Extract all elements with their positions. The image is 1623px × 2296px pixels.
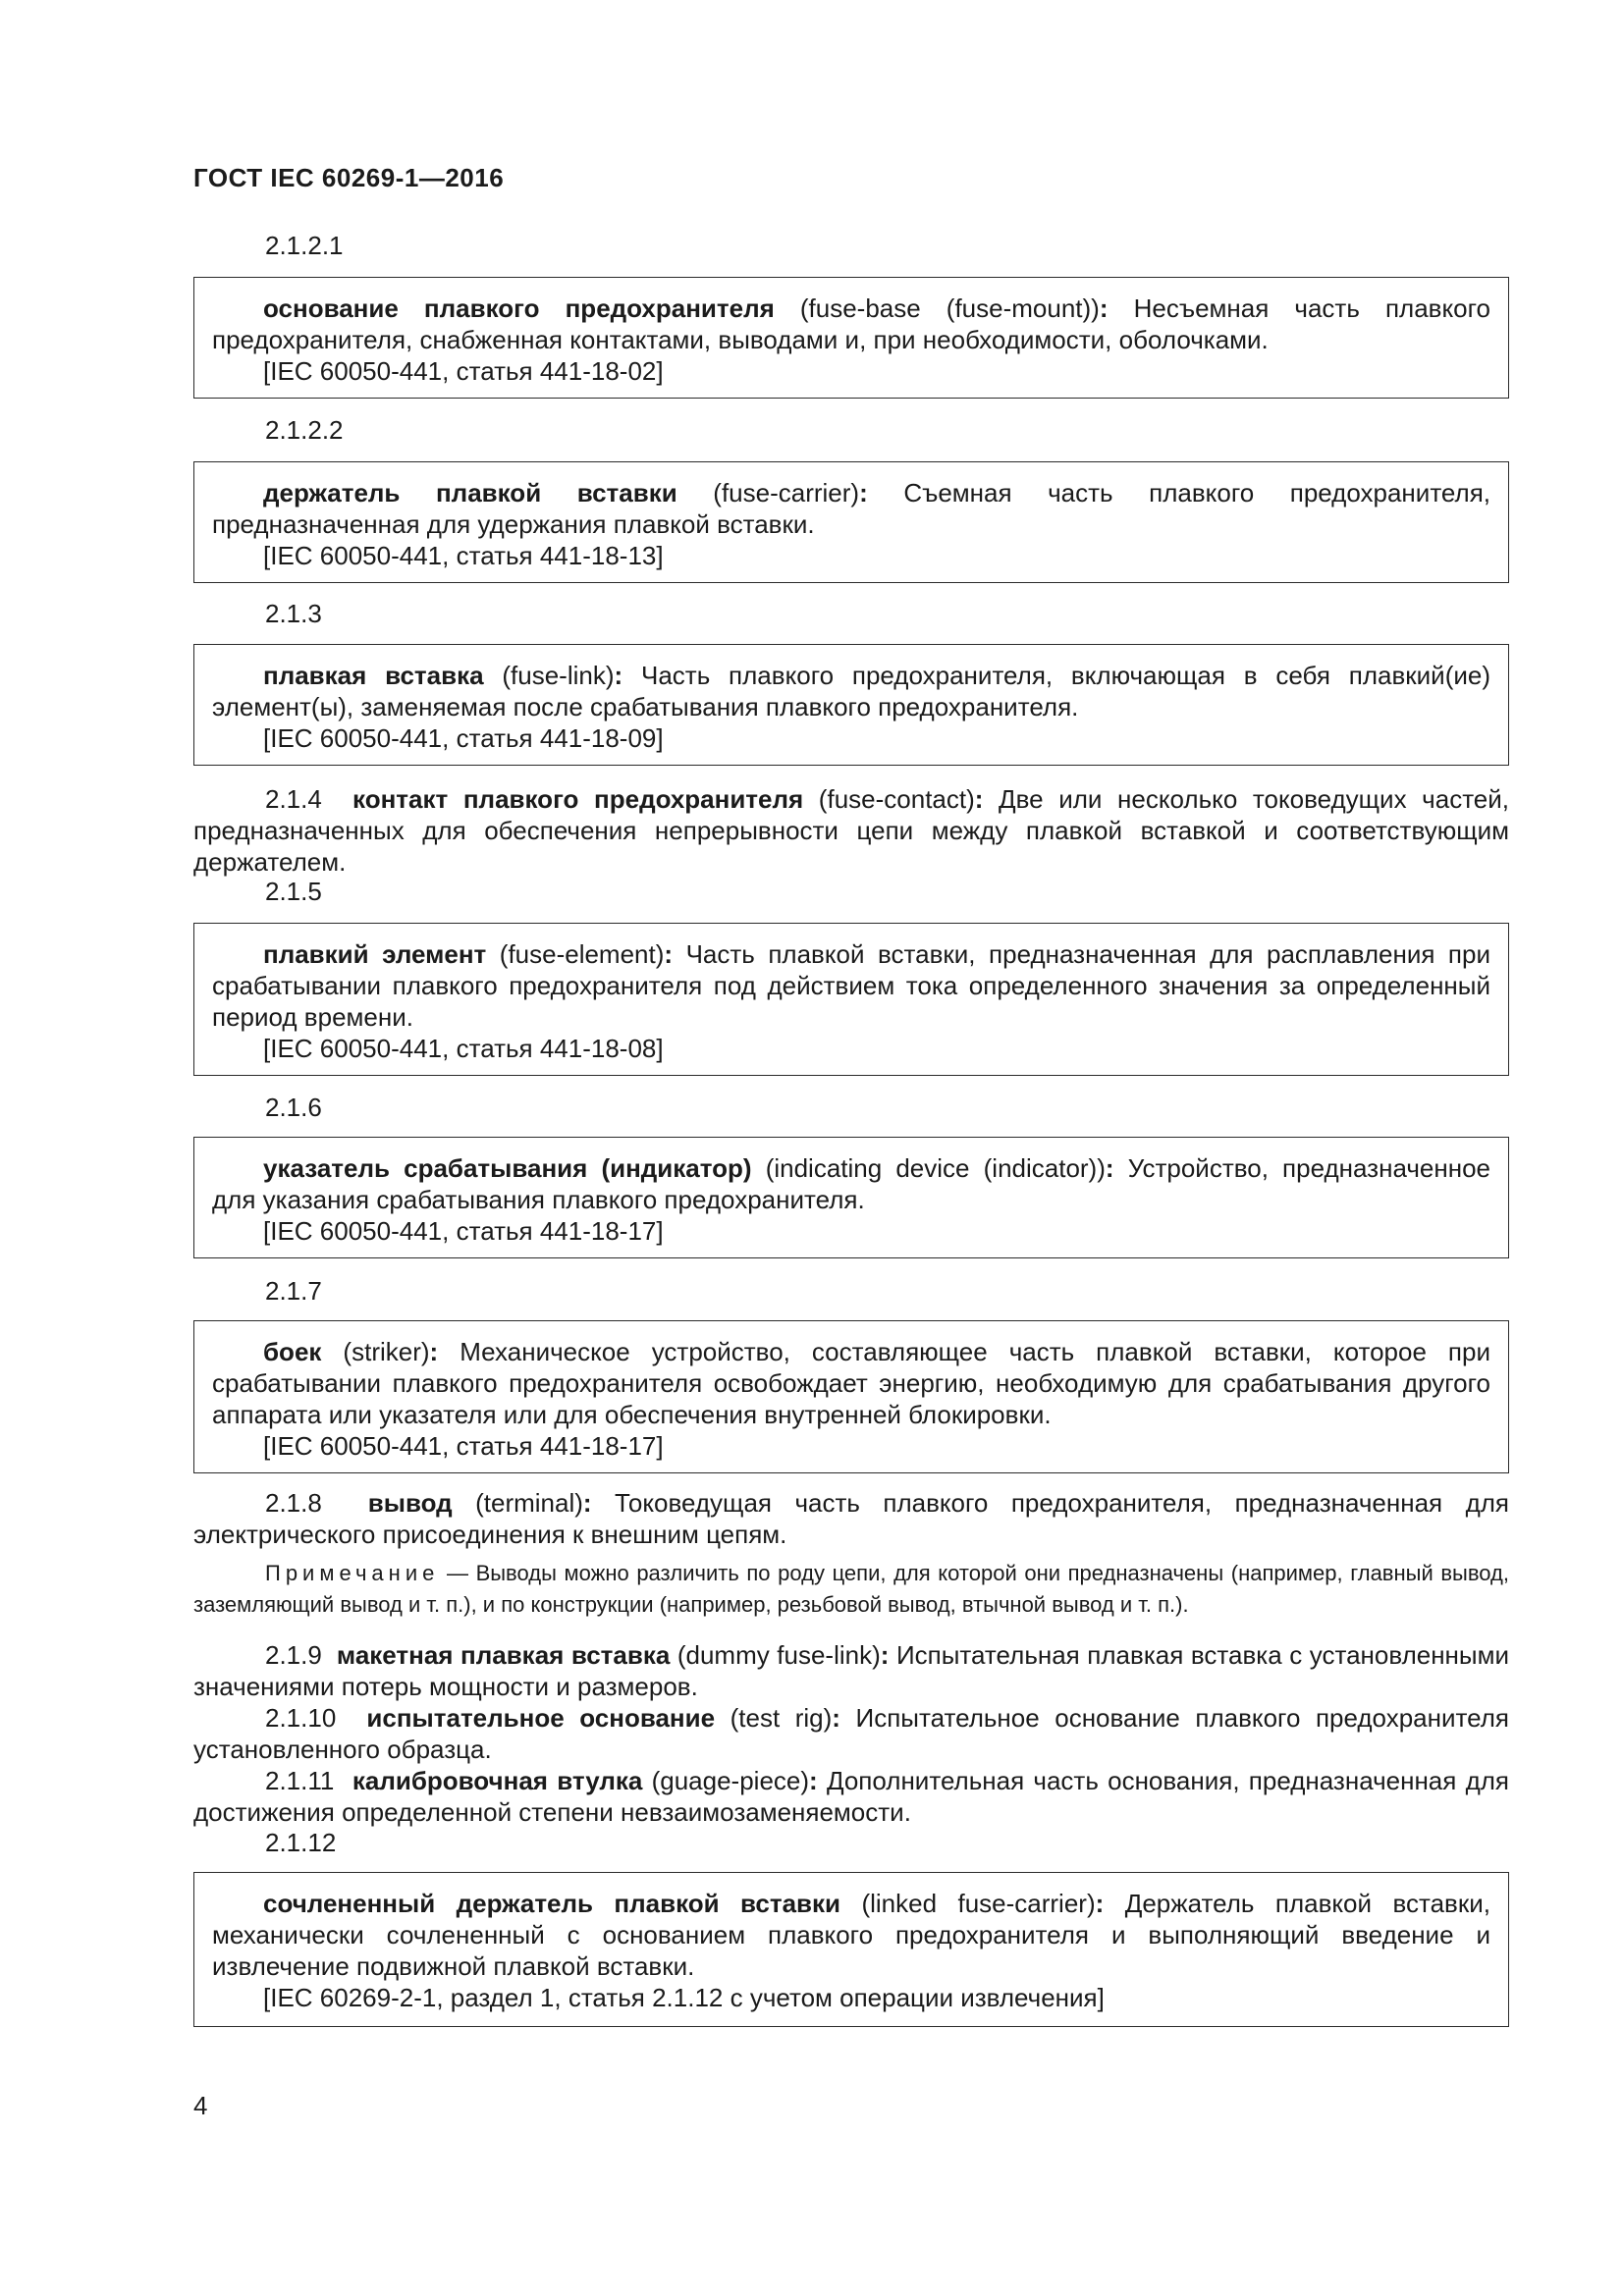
definition: Испытательное основание плавкого предохранителя установленного образца. xyxy=(193,1703,1509,1764)
term: боек xyxy=(263,1337,322,1366)
term-english: (test rig) xyxy=(715,1703,833,1733)
term: основание плавкого предохранителя xyxy=(263,294,775,323)
definition-text: указатель срабатывания (индикатор) (indicating device (indicator)): Устройство, предназначенное для указания срабатывания плавкого предохранителя. xyxy=(212,1153,1490,1214)
reference: [IEC 60050-441, статья 441-18-13] xyxy=(263,541,664,570)
definition: Часть плавкого предохранителя, включающая в себя плавкий(ие) элемент(ы), заменяемая после срабатывания плавкого предохранителя. xyxy=(212,661,1490,721)
reference: [IEC 60050-441, статья 441-18-17] xyxy=(263,1216,664,1246)
definition: Часть плавкой вставки, предназначенная для расплавления при срабатывании плавкого предохранителя под действием тока определенного значения за определенный период времени. xyxy=(212,939,1490,1032)
definition: Устройство, предназначенное для указания срабатывания плавкого предохранителя. xyxy=(212,1153,1490,1214)
definition-box xyxy=(193,1872,1509,2027)
definition-paragraph: 2.1.4 контакт плавкого предохранителя (fuse-contact): Две или несколько токоведущих частей, предназначенных для обеспечения непрерывности цепи между плавкой вставкой и соответствующим держателем. xyxy=(193,784,1510,877)
definition-text: плавкий элемент (fuse-element): Часть плавкой вставки, предназначенная для расплавления при срабатывании плавкого предохранителя под действием тока определенного значения за определенный период времени. xyxy=(212,939,1490,1032)
definition-box xyxy=(193,923,1509,1076)
term: сочлененный держатель плавкой вставки xyxy=(263,1889,841,1918)
definition-box xyxy=(193,461,1509,583)
term-english: (fuse-carrier) xyxy=(676,478,860,507)
reference: [IEC 60050-441, статья 441-18-17] xyxy=(263,1431,664,1461)
definition-text: держатель плавкой вставки (fuse-carrier): Съемная часть плавкого предохранителя, предназначенная для удержания плавкой вставки. xyxy=(212,478,1491,539)
term-english: (linked fuse-carrier) xyxy=(840,1889,1096,1918)
section-number: 2.1.2.2 xyxy=(265,415,344,445)
term: указатель срабатывания (индикатор) xyxy=(263,1153,752,1183)
section-number: 2.1.11 xyxy=(265,1766,335,1795)
term: контакт плавкого предохранителя xyxy=(352,784,804,814)
definition: Несъемная часть плавкого предохранителя, снабженная контактами, выводами и, при необходимости, оболочками. xyxy=(212,294,1490,354)
reference: [IEC 60050-441, статья 441-18-09] xyxy=(263,723,664,753)
definition: Две или несколько токоведущих частей, предназначенных для обеспечения непрерывности цепи между плавкой вставкой и соответствующим держателем. xyxy=(193,784,1510,877)
definition-text: плавкая вставка (fuse-link): Часть плавкого предохранителя, включающая в себя плавкий(ие) элемент(ы), заменяемая после срабатывания плавкого предохранителя. xyxy=(212,661,1490,721)
definition-text: основание плавкого предохранителя (fuse-base (fuse-mount)): Несъемная часть плавкого предохранителя, снабженная контактами, выводами и, при необходимости, оболочками. xyxy=(212,294,1490,354)
definition-paragraph: 2.1.8 вывод (terminal): Токоведущая часть плавкого предохранителя, предназначенная для электрического присоединения к внешним цепям. xyxy=(193,1488,1510,1549)
section-number: 2.1.10 xyxy=(265,1703,337,1733)
section-number: 2.1.5 xyxy=(265,877,322,906)
definition-text: сочлененный держатель плавкой вставки (linked fuse-carrier): Держатель плавкой вставки, механически сочлененный с основанием плавкого предохранителя и выполняющий введение и извлечение подвижной плавкой вставки. xyxy=(212,1889,1490,1981)
term-english: (guage-piece) xyxy=(642,1766,810,1795)
term: держатель плавкой вставки xyxy=(263,478,677,507)
definition-text: боек (striker): Механическое устройство, составляющее часть плавкой вставки, которое при срабатывании плавкого предохранителя освобождает энергию, необходимую для срабатывания другого аппарата или указателя или для обеспечения внутренней блокировки. xyxy=(212,1337,1490,1429)
page-header: ГОСТ IEC 60269-1—2016 xyxy=(193,163,505,192)
reference: [IEC 60050-441, статья 441-18-02] xyxy=(263,356,664,386)
section-number: 2.1.7 xyxy=(265,1276,322,1306)
term-english: (terminal) xyxy=(452,1488,583,1518)
definition: Держатель плавкой вставки, механически сочлененный с основанием плавкого предохранителя и выполняющий введение и извлечение подвижной плавкой вставки. xyxy=(212,1889,1490,1981)
definition-box xyxy=(193,1137,1509,1258)
definition-box xyxy=(193,1320,1509,1473)
note-label: Примечание xyxy=(265,1561,440,1585)
section-number: 2.1.2.1 xyxy=(265,231,344,260)
term: калибровочная втулка xyxy=(352,1766,643,1795)
term: плавкая вставка xyxy=(263,661,484,690)
term-english: (fuse-contact) xyxy=(803,784,975,814)
term-english: (indicating device (indicator)) xyxy=(751,1153,1106,1183)
term-english: (fuse-link) xyxy=(483,661,615,690)
definition-paragraph: 2.1.10 испытательное основание (test rig): Испытательное основание плавкого предохранителя установленного образца. xyxy=(193,1703,1509,1764)
section-number: 2.1.6 xyxy=(265,1093,322,1122)
term: плавкий элемент xyxy=(263,939,487,969)
term: вывод xyxy=(367,1488,453,1518)
term: испытательное основание xyxy=(366,1703,716,1733)
section-number: 2.1.8 xyxy=(265,1488,322,1518)
definition: Дополнительная часть основания, предназначенная для достижения определенной степени невзаимозаменяемости. xyxy=(193,1766,1510,1827)
reference: [IEC 60269-2-1, раздел 1, статья 2.1.12 с учетом операции извлечения] xyxy=(263,1983,1105,2012)
section-number: 2.1.3 xyxy=(265,599,322,628)
definition-paragraph: 2.1.11 калибровочная втулка (guage-piece): Дополнительная часть основания, предназначенная для достижения определенной степени невзаимозаменяемости. xyxy=(193,1766,1510,1827)
term-english: (dummy fuse-link) xyxy=(670,1640,881,1670)
note-text: Выводы можно различить по роду цепи, для которой они предназначены (например, главный вывод, заземляющий вывод и т. п.), и по конструкции (например, резьбовой вывод, втычной вывод и т. п.). xyxy=(193,1561,1509,1617)
section-number: 2.1.4 xyxy=(265,784,322,814)
section-number: 2.1.12 xyxy=(265,1828,337,1857)
term-english: (fuse-element) xyxy=(486,939,665,969)
definition: Токоведущая часть плавкого предохранителя, предназначенная для электрического присоединения к внешним цепям. xyxy=(193,1488,1510,1549)
term: макетная плавкая вставка xyxy=(336,1640,671,1670)
page-number: 4 xyxy=(193,2091,208,2120)
section-number: 2.1.9 xyxy=(265,1640,322,1670)
definition: Испытательная плавкая вставка с установленными значениями потерь мощности и размеров. xyxy=(193,1640,1510,1701)
definition-paragraph: 2.1.9 макетная плавкая вставка (dummy fuse-link): Испытательная плавкая вставка с установленными значениями потерь мощности и размеров. xyxy=(193,1640,1510,1701)
definition: Съемная часть плавкого предохранителя, предназначенная для удержания плавкой вставки. xyxy=(212,478,1491,539)
term-english: (fuse-base (fuse-mount)) xyxy=(774,294,1100,323)
note: Примечание — Выводы можно различить по роду цепи, для которой они предназначены (например, главный вывод, заземляющий вывод и т. п.), и по конструкции (например, резьбовой вывод, втычной вывод и т. п.). xyxy=(193,1561,1509,1617)
term-english: (striker) xyxy=(321,1337,430,1366)
reference: [IEC 60050-441, статья 441-18-08] xyxy=(263,1034,664,1063)
definition-box xyxy=(193,277,1509,399)
definition-box xyxy=(193,644,1509,766)
definition: Механическое устройство, составляющее часть плавкой вставки, которое при срабатывании плавкого предохранителя освобождает энергию, необходимую для срабатывания другого аппарата или указателя или для обеспечения внутренней блокировки. xyxy=(212,1337,1490,1429)
